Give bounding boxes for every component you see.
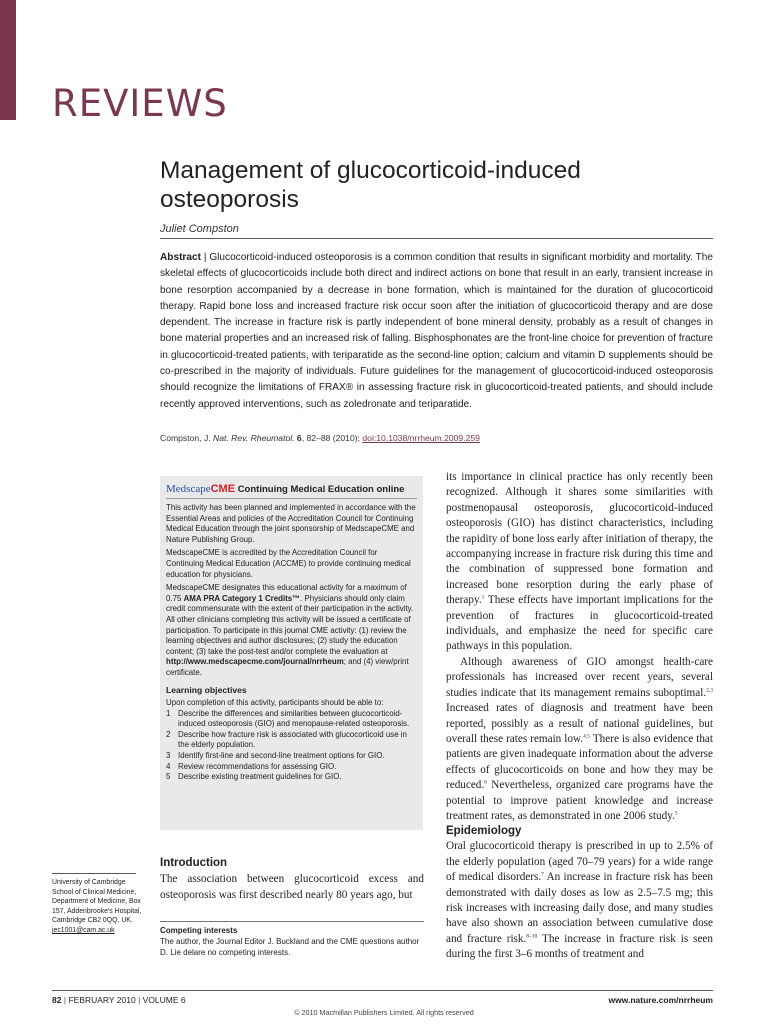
right-p3-b: An increase in fracture risk has been demonstrated with daily doses as low as 2.5–7.5 mg; this risk increases with increasing daily dose, and many studies have also shown an association between cumulative dose and fracture risk.	[446, 871, 713, 945]
learning-objective-item	[166, 709, 417, 730]
right-paragraph-2	[446, 655, 713, 824]
issue-volume: VOLUME 6	[142, 995, 186, 1005]
right-p1-a: its importance in clinical practice has only recently been recognized. Although it shares some similarities with postmenopausal osteoporosis, glucocorticoid-induced osteoporosis (GIO) has distinct characteristics, including the rapidity of bone loss early after initiation of therapy, the accompanying increase in fracture risk during this time and the combination of suppressed bone formation and increased bone resorption during the early phase of therapy.	[446, 471, 713, 607]
ref-sup: 8–10	[526, 933, 538, 940]
author-email-link[interactable]: jec1001@cam.ac.uk	[52, 926, 115, 934]
objective-number: 2	[166, 729, 171, 739]
competing-interests-divider	[160, 921, 424, 922]
objective-text: Describe how fracture risk is associated with glucocorticoid use in the elderly population.	[178, 729, 407, 750]
learning-objective-item	[166, 772, 417, 783]
abstract-separator: |	[200, 252, 210, 263]
cme-p3-b: . Physicians should only claim credit commensurate with the extent of their participation in the activity. All other clinicians completing this activity will be issued a certificate of participation. To participate in this journal CME activity: (1) review the learning objectives and author disclosures; (2) study the education content; (3) take the post-test and/or complete the evaluation at	[166, 593, 414, 656]
right-p2-b: Increased rates of diagnosis and treatment have been reported, possibly as a result of national guidelines, but overall these rates remain low.	[446, 702, 713, 745]
right-p1-b: These effects have important implications for the prevention of fractures in glucocorticoid-treated individuals, and emphasize the need for specific care pathways in this population.	[446, 594, 713, 653]
abstract-text: Glucocorticoid-induced osteoporosis is a common condition that results in significant morbidity and mortality. The skeletal effects of glucocorticoids include both direct and indirect actions on bone that result in an early, transient increase in bone resorption accompanied by a decrease in bone formation, which is maintained for the duration of glucocorticoid therapy. Rapid bone loss and increased fracture risk occur soon after the initiation of glucocorticoid therapy and are dose dependent. The increase in fracture risk is partly independent of bone mineral density, probably as a result of changes in bone material properties and an increased risk of falling. Bisphosphonates are the front-line choice for prevention of fracture in glucocorticoid-treated patients, with teriparatide as the second-line option; calcium and vitamin D supplements should be co-prescribed in the majority of individuals. Future guidelines for the management of glucocorticoid-induced osteoporosis should recognize the limitations of FRAX® in assessing fracture risk in glucocorticoid-treated patients, and should include recently approved interventions, such as zoledronate and teriparatide.	[160, 252, 713, 410]
ref-sup: 4,5	[583, 733, 591, 740]
citation-pages: , 82–88 (2010);	[301, 433, 363, 443]
cme-body	[166, 503, 417, 783]
cme-logo: CME	[210, 483, 236, 495]
author-name: Juliet Compston	[160, 223, 239, 235]
journal-url-link[interactable]: www.nature.com/nrrheum	[608, 995, 713, 1005]
cme-paragraph-2: MedscapeCME is accredited by the Accreditation Council for Continuing Medical Education (ACCME) to provide continuing medical education for physicians.	[166, 548, 411, 579]
footer-separator: |	[138, 995, 141, 1005]
medscape-logo: Medscape	[166, 483, 211, 495]
learning-objective-item	[166, 762, 417, 773]
competing-interests-text: The author, the Journal Editor J. Buckland and the CME questions author D. Lie delare no competing interests.	[160, 937, 420, 957]
author-affiliation	[52, 878, 142, 936]
ref-sup: 2,3	[706, 686, 713, 693]
objective-text: Describe existing treatment guidelines for GIO.	[178, 772, 342, 782]
ref-sup: 5	[674, 810, 678, 817]
cme-credits: AMA PRA Category 1 Credits™	[183, 593, 301, 603]
citation-journal: Nat. Rev. Rheumatol.	[213, 433, 295, 443]
affiliation-divider	[52, 873, 136, 874]
cme-heading	[166, 483, 404, 495]
objective-text: Review recommendations for assessing GIO.	[178, 761, 337, 771]
issue-date: FEBRUARY 2010	[68, 995, 136, 1005]
cme-p3-a: MedscapeCME designates this educational activity for a maximum of 0.75	[166, 583, 407, 603]
objective-number: 5	[166, 772, 171, 782]
objective-number: 1	[166, 708, 171, 718]
page-number: 82	[52, 995, 62, 1005]
ref-sup: 6	[484, 779, 487, 786]
epidemiology-heading: Epidemiology	[446, 825, 522, 838]
affiliation-text: University of Cambridge School of Clinical Medicine, Department of Medicine, Box 157, Addenbrooke's Hospital, Cambridge CB2 0QQ, UK.	[52, 879, 142, 925]
footer-divider	[52, 990, 713, 991]
right-column	[446, 470, 713, 963]
citation-prefix: Compston, J.	[160, 433, 214, 443]
objective-number: 4	[166, 761, 171, 771]
introduction-heading: Introduction	[160, 857, 228, 869]
learning-objective-item	[166, 751, 417, 762]
copyright-notice: © 2010 Macmillan Publishers Limited. All rights reserved	[294, 1008, 474, 1017]
article-title: Management of glucocorticoid-induced osteoporosis	[160, 157, 581, 213]
cme-heading-text: Continuing Medical Education online	[237, 484, 405, 495]
right-paragraph-3	[446, 839, 713, 962]
learning-objectives-heading: Learning objectives	[166, 684, 247, 695]
learning-objectives-list	[166, 709, 417, 783]
right-paragraph-1	[446, 470, 713, 655]
introduction-text: The association between glucocorticoid excess and osteoporosis was first described nearly 80 years ago, but	[160, 873, 424, 901]
abstract	[160, 250, 713, 413]
cme-paragraph-3	[166, 583, 417, 678]
competing-interests-heading: Competing interests	[160, 926, 238, 935]
cme-p3-c: ; and (4) view/print certificate.	[166, 657, 409, 677]
objective-text: Describe the differences and similarities between glucocorticoid-induced osteoporosis (GIO) and menopause-related osteoporosis.	[178, 708, 410, 729]
section-color-bar	[0, 0, 16, 120]
right-p3-c: The increase in fracture risk is seen during the first 3–6 months of treatment and	[446, 932, 713, 961]
objective-number: 3	[166, 751, 171, 761]
learning-objective-item	[166, 730, 417, 751]
citation-volume: 6	[294, 433, 302, 443]
cme-divider	[166, 498, 417, 499]
section-label: REVIEWS	[52, 82, 228, 125]
ref-sup: 7	[541, 871, 544, 878]
title-divider	[160, 238, 713, 239]
cme-url-link[interactable]: http://www.medscapecme.com/journal/nrrheum	[166, 657, 344, 667]
footer-left	[52, 995, 186, 1005]
citation	[160, 433, 480, 443]
right-p3-a: Oral glucocorticoid therapy is prescribed in up to 2.5% of the elderly population (aged 70–79 years) for a wide range of medical disorders.	[446, 840, 713, 884]
right-p2-d: Nevertheless, organized care programs have the potential to improve patient knowledge and increase treatment rates, as demonstrated in one 2006 study.	[446, 779, 713, 822]
right-p2-a: Although awareness of GIO amongst health-care professionals has increased over recent years, several studies indicate that its management remains suboptimal.	[446, 655, 713, 699]
objective-text: Identify first-line and second-line treatment options for GIO.	[178, 751, 385, 761]
cme-paragraph-1: This activity has been planned and implemented in accordance with the Essential Areas and policies of the Accreditation Council for Continuing Medical Education through the joint sponsorship of MedscapeCME and Nature Publishing Group.	[166, 503, 416, 544]
right-p2-c: There is also evidence that patients are given inadequate information about the adverse effects of glucocorticoids on bone and how they may be reduced.	[446, 732, 713, 792]
abstract-label: Abstract	[160, 252, 201, 263]
learning-objectives-intro: Upon completion of this activity, participants should be able to:	[166, 698, 384, 708]
footer-separator: |	[63, 995, 67, 1005]
ref-sup: 1	[481, 594, 485, 601]
doi-link[interactable]: doi:10.1038/nrrheum.2009.259	[362, 433, 480, 443]
